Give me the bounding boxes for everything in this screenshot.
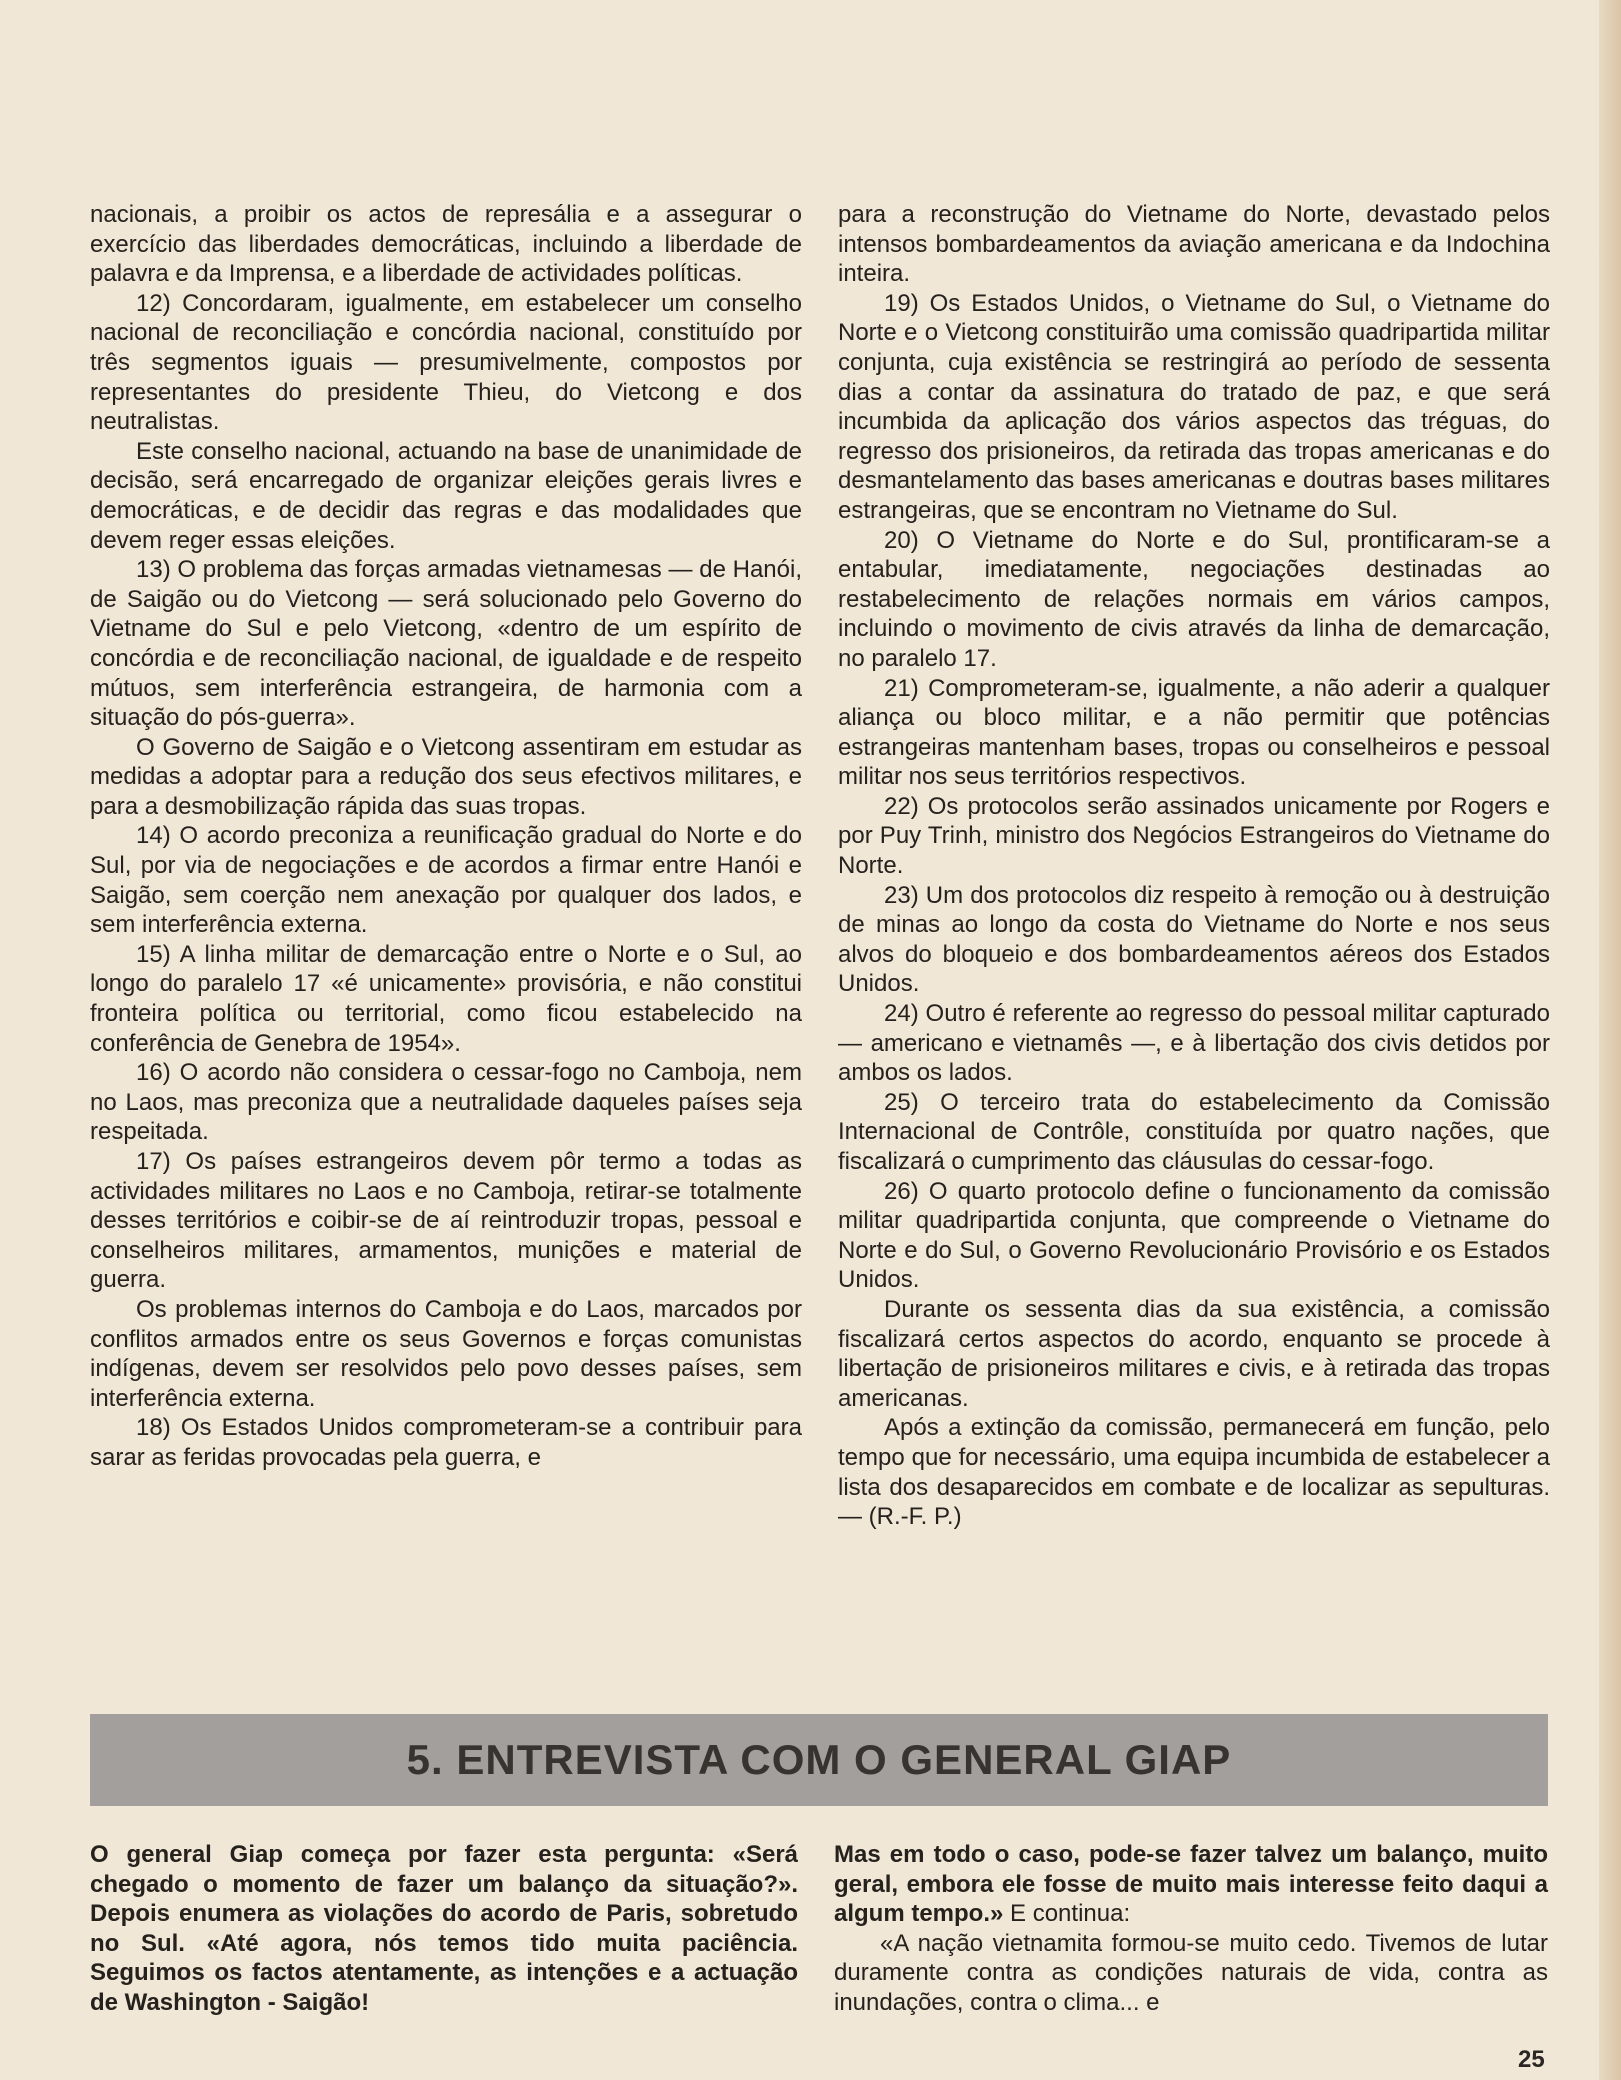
paragraph: para a reconstrução do Vietname do Norte, devastado pelos intensos bombardeamentos da aviação americana e da Indochina inteira. <box>838 201 1550 288</box>
page-number: 25 <box>1518 2046 1545 2073</box>
paragraph: 24) Outro é referente ao regresso do pessoal militar capturado — americano e vietnamês —, e à libertação dos civis detidos por ambos os lados. <box>838 1000 1550 1087</box>
paragraph: 13) O problema das forças armadas vietnamesas — de Hanói, de Saigão ou do Vietcong — será solucionado pelo Governo do Vietname do Sul e pelo Vietcong, «dentro de um espírito de concórdia e de reconciliação nacional, de igualdade e de respeito mútuos, sem interferência estrangeira, de harmonia com a situação do pós-guerra». <box>90 556 802 732</box>
paragraph: 17) Os países estrangeiros devem pôr termo a todas as actividades militares no Laos e no Camboja, retirar-se totalmente desses territórios e coibir-se de aí reintroduzir tropas, pessoal e conselheiros militares, armamentos, munições e material de guerra. <box>90 1148 802 1294</box>
page-edge <box>1599 0 1621 2080</box>
article-column-left <box>90 200 802 1473</box>
paragraph: Os problemas internos do Camboja e do Laos, marcados por conflitos armados entre os seus Governos e forças comunistas indígenas, devem ser resolvidos pelo povo desses países, sem interferência externa. <box>90 1295 802 1412</box>
paragraph: O Governo de Saigão e o Vietcong assentiram em estudar as medidas a adoptar para a redução dos seus efectivos militares, e para a desmobilização rápida das suas tropas. <box>90 733 802 820</box>
paragraph: Durante os sessenta dias da sua existência, a comissão fiscalizará certos aspectos do acordo, enquanto se procede à libertação de prisioneiros militares e civis, e à retirada das tropas americanas. <box>838 1295 1550 1412</box>
interview-paragraph: «A nação vietnamita formou-se muito cedo. Tivemos de lutar duramente contra as condições naturais de vida, contra as inundações, contra o clima... e <box>834 1929 1548 2016</box>
interview-column-left <box>90 1840 798 2018</box>
paragraph: Este conselho nacional, actuando na base de unanimidade de decisão, será encarregado de organizar eleições gerais livres e democráticas, e de decidir das regras e das modalidades que devem reger essas eleições. <box>90 437 802 554</box>
article-column-right <box>838 200 1550 1532</box>
paragraph: nacionais, a proibir os actos de represália e a assegurar o exercício das liberdades democráticas, incluindo a liberdade de palavra e da Imprensa, e a liberdade de actividades políticas. <box>90 201 802 288</box>
paragraph: 26) O quarto protocolo define o funcionamento da comissão militar quadripartida conjunta, que compreende o Vietname do Norte e do Sul, o Governo Revolucionário Provisório e os Estados Unidos. <box>838 1177 1550 1294</box>
interview-continuation: E continua: <box>1003 1900 1131 1928</box>
section-heading-band <box>90 1714 1548 1806</box>
interview-paragraph <box>834 1840 1548 1929</box>
paragraph: 19) Os Estados Unidos, o Vietname do Sul, o Vietname do Norte e o Vietcong constituirão uma comissão quadripartida militar conjunta, cuja existência se restringirá ao período de sessenta dias a contar da assinatura do tratado de paz, e que será incumbida da aplicação dos vários aspectos das tréguas, do regresso dos prisioneiros, da retirada das tropas americanas e do desmantelamento das bases americanas e doutras bases militares estrangeiras, que se encontram no Vietname do Sul. <box>838 289 1550 524</box>
paragraph: 22) Os protocolos serão assinados unicamente por Rogers e por Puy Trinh, ministro dos Negócios Estrangeiros do Vietname do Norte. <box>838 792 1550 880</box>
section-title: 5. ENTREVISTA COM O GENERAL GIAP <box>406 1736 1232 1783</box>
paragraph: 18) Os Estados Unidos comprometeram-se a contribuir para sarar as feridas provocadas pela guerra, e <box>90 1414 802 1471</box>
interview-column-right <box>834 1840 1548 2018</box>
paragraph: Após a extinção da comissão, permanecerá em função, pelo tempo que for necessário, uma equipa incumbida de estabelecer a lista dos desaparecidos em combate e de localizar as sepulturas. — (R.-F. P.) <box>838 1414 1550 1531</box>
paragraph: 21) Comprometeram-se, igualmente, a não aderir a qualquer aliança ou bloco militar, e a não permitir que potências estrangeiras mantenham bases, tropas ou conselheiros e pessoal militar nos seus territórios respectivos. <box>838 674 1550 791</box>
paragraph: 15) A linha militar de demarcação entre o Norte e o Sul, ao longo do paralelo 17 «é unicamente» provisória, e não constitui fronteira política ou territorial, como ficou estabelecido na conferência de Genebra de 1954». <box>90 940 802 1057</box>
paragraph: 25) O terceiro trata do estabelecimento da Comissão Internacional de Contrôle, constituída por quatro nações, que fiscalizará o cumprimento das cláusulas do cessar-fogo. <box>838 1088 1550 1175</box>
paragraph: 23) Um dos protocolos diz respeito à remoção ou à destruição de minas ao longo da costa do Vietname do Norte e nos seus alvos do bloqueio e dos bombardeamentos aéreos dos Estados Unidos. <box>838 881 1550 998</box>
interview-quote: Mas em todo o caso, pode-se fazer talvez um balanço, muito geral, embora ele fosse de muito mais interesse feito daqui a algum tempo.» <box>834 1841 1548 1928</box>
paragraph: 14) O acordo preconiza a reunificação gradual do Norte e do Sul, por via de negociações e de acordos a firmar entre Hanói e Saigão, sem coerção nem anexação por qualquer dos lados, e sem interferência externa. <box>90 822 802 939</box>
paragraph: 16) O acordo não considera o cessar-fogo no Camboja, nem no Laos, mas preconiza que a neutralidade daqueles países seja respeitada. <box>90 1059 802 1146</box>
paragraph: 12) Concordaram, igualmente, em estabelecer um conselho nacional de reconciliação e concórdia nacional, constituído por três segmentos iguais — presumivelmente, compostos por representantes do presidente Thieu, do Vietcong e dos neutralistas. <box>90 289 802 436</box>
paragraph: 20) O Vietname do Norte e do Sul, prontificaram-se a entabular, imediatamente, negociações destinadas ao restabelecimento de relações normais em vários campos, incluindo o movimento de civis através da linha de demarcação, no paralelo 17. <box>838 526 1550 672</box>
interview-intro: O general Giap começa por fazer esta pergunta: «Será chegado o momento de fazer um balanço da situação?». Depois enumera as violações do acordo de Paris, sobretudo no Sul. «Até agora, nós temos tido muita paciência. Seguimos os factos atentamente, as intenções e a actuação de Washington - Saigão! <box>90 1841 798 2016</box>
